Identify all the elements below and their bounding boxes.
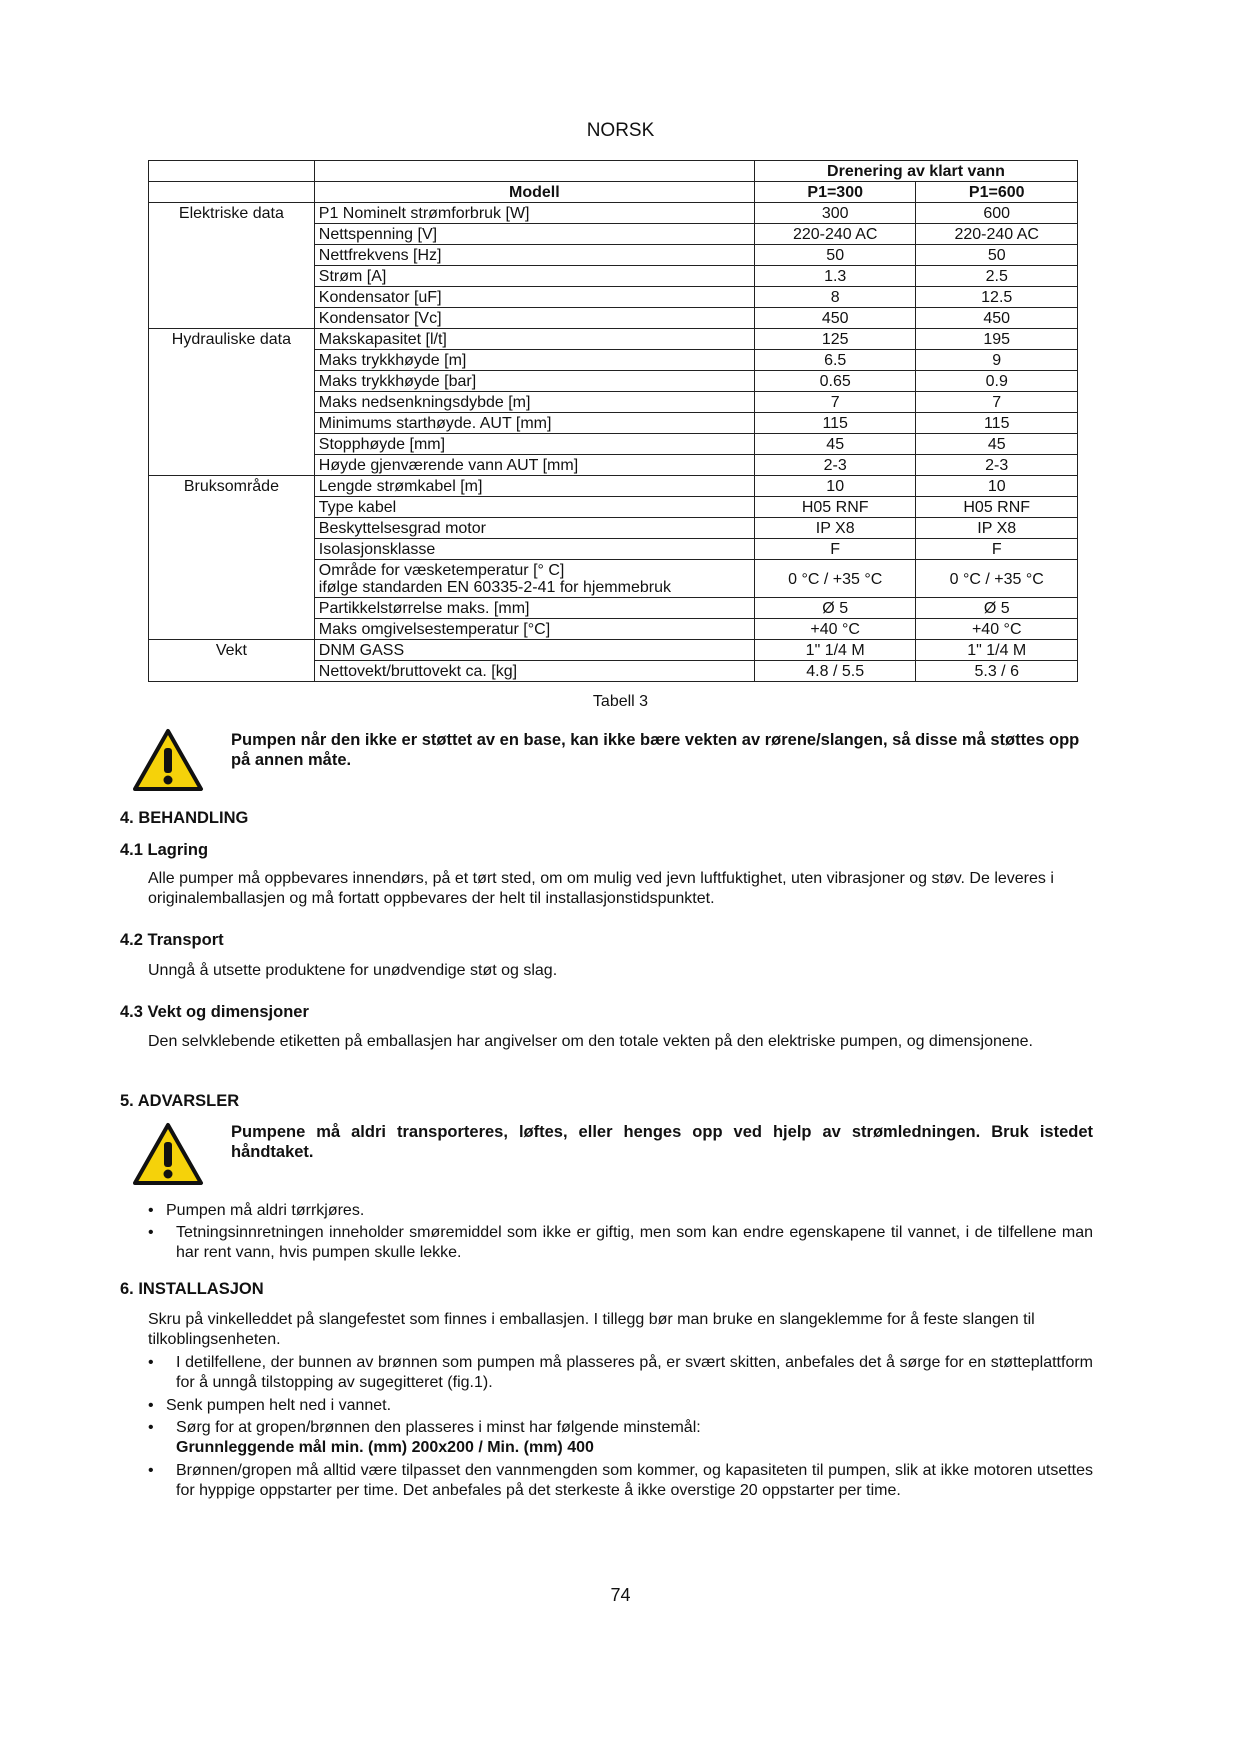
table-row xyxy=(149,287,1078,308)
row-value: 1.3 xyxy=(754,266,916,287)
row-label: Makskapasitet [l/t] xyxy=(314,329,754,350)
row-label: Område for væsketemperatur [° C] xyxy=(318,562,565,579)
group-header: Drenering av klart vann xyxy=(754,161,1077,182)
table-row xyxy=(149,182,1078,203)
row-value: H05 RNF xyxy=(754,497,916,518)
table-row xyxy=(149,455,1078,476)
table-row xyxy=(149,476,1078,497)
row-value: 7 xyxy=(916,392,1078,413)
col1-header: P1=300 xyxy=(754,182,916,203)
row-value: 12.5 xyxy=(916,287,1078,308)
row-value: 0 °C / +35 °C xyxy=(754,560,916,598)
table-row xyxy=(149,434,1078,455)
list-item: • I detilfellene, der bunnen av brønnen som pumpen må plasseres på, er svært skitten, anbefales det å sørge for en støtteplattform for å unngå tilstopping av sugegitteret (fig.1). xyxy=(148,1354,1093,1391)
row-value: 2-3 xyxy=(916,455,1078,476)
table-row xyxy=(149,661,1078,682)
table-row xyxy=(149,224,1078,245)
col2-header: P1=600 xyxy=(916,182,1078,203)
row-value: 1" 1/4 M xyxy=(754,640,916,661)
row-value: 220-240 AC xyxy=(754,224,916,245)
row-label: Kondensator [Vc] xyxy=(314,308,754,329)
row-value: 450 xyxy=(754,308,916,329)
row-label: Nettfrekvens [Hz] xyxy=(314,245,754,266)
row-value: 115 xyxy=(754,413,916,434)
bullet-icon: • xyxy=(148,1202,154,1219)
row-value: 2-3 xyxy=(754,455,916,476)
list-item: • Brønnen/gropen må alltid være tilpasset den vannmengden som kommer, og kapasiteten til pumpen, slik at ikke motoren utsettes for hyppige oppstarter per time. Det anbefales på det sterkeste å ikke overstige 20 oppstarter per time. xyxy=(148,1462,1093,1499)
row-value: H05 RNF xyxy=(916,497,1078,518)
row-label: Isolasjonsklasse xyxy=(314,539,754,560)
row-label: Lengde strømkabel [m] xyxy=(314,476,754,497)
row-value: 10 xyxy=(754,476,916,497)
row-value: 1" 1/4 M xyxy=(916,640,1078,661)
section-heading: 4. BEHANDLING xyxy=(120,809,249,827)
row-value: 5.3 / 6 xyxy=(916,661,1078,682)
row-label: Nettspenning [V] xyxy=(314,224,754,245)
table-row xyxy=(149,619,1078,640)
row-label-two-line xyxy=(314,560,754,598)
row-value: 45 xyxy=(916,434,1078,455)
table-row xyxy=(149,392,1078,413)
table-row xyxy=(149,598,1078,619)
row-label: Strøm [A] xyxy=(314,266,754,287)
row-value: 45 xyxy=(754,434,916,455)
row-value: IP X8 xyxy=(754,518,916,539)
row-label: Maks trykkhøyde [m] xyxy=(314,350,754,371)
row-label: Beskyttelsesgrad motor xyxy=(314,518,754,539)
row-value: F xyxy=(916,539,1078,560)
paragraph: Unngå å utsette produktene for unødvendige støt og slag. xyxy=(148,962,558,979)
row-value: Ø 5 xyxy=(916,598,1078,619)
bullet-icon: • xyxy=(148,1419,154,1436)
list-item: • Pumpen må aldri tørrkjøres. xyxy=(148,1202,365,1219)
table-row xyxy=(149,245,1078,266)
row-value: 7 xyxy=(754,392,916,413)
category-usage: Bruksområde xyxy=(149,476,315,497)
row-value: 0.9 xyxy=(916,371,1078,392)
paragraph: Alle pumper må oppbevares innendørs, på et tørt sted, om om mulig ved jevn luftfuktighet, uten vibrasjoner og støv. De leveres i originalemballasjen og må fortatt oppbevares der helt til installasjonstidspunktet. xyxy=(148,870,1054,907)
category-weight: Vekt xyxy=(149,640,315,661)
subsection-heading: 4.3 Vekt og dimensjoner xyxy=(120,1003,309,1021)
row-value: 450 xyxy=(916,308,1078,329)
bullet-icon: • xyxy=(148,1224,154,1241)
row-value: 115 xyxy=(916,413,1078,434)
table-caption: Tabell 3 xyxy=(592,693,649,710)
warning-triangle-icon xyxy=(132,1122,204,1186)
row-value: +40 °C xyxy=(916,619,1078,640)
row-value: +40 °C xyxy=(754,619,916,640)
table-row xyxy=(149,161,1078,182)
list-item: • Senk pumpen helt ned i vannet. xyxy=(148,1397,392,1414)
row-label: Maks trykkhøyde [bar] xyxy=(314,371,754,392)
row-label: Maks omgivelsestemperatur [°C] xyxy=(314,619,754,640)
spec-table xyxy=(148,160,1078,682)
row-label: Partikkelstørrelse maks. [mm] xyxy=(314,598,754,619)
row-label: DNM GASS xyxy=(314,640,754,661)
table-row xyxy=(149,308,1078,329)
row-value: F xyxy=(754,539,916,560)
row-value: 9 xyxy=(916,350,1078,371)
table-row xyxy=(149,350,1078,371)
paragraph: Skru på vinkelleddet på slangefestet som finnes i emballasjen. I tillegg bør man bruke en slangeklemme for å feste slangen til tilkoblingsenheten. xyxy=(148,1311,1035,1348)
row-value: 2.5 xyxy=(916,266,1078,287)
row-value: IP X8 xyxy=(916,518,1078,539)
table-row xyxy=(149,497,1078,518)
row-label: P1 Nominelt strømforbruk [W] xyxy=(314,203,754,224)
row-value: 6.5 xyxy=(754,350,916,371)
table-row xyxy=(149,329,1078,350)
language-heading: NORSK xyxy=(586,120,655,141)
warning-triangle-icon xyxy=(132,728,204,792)
table-row xyxy=(149,413,1078,434)
row-value: 195 xyxy=(916,329,1078,350)
category-hydraulic: Hydrauliske data xyxy=(149,329,315,350)
row-value: 125 xyxy=(754,329,916,350)
subsection-heading: 4.2 Transport xyxy=(120,931,224,949)
category-electrical: Elektriske data xyxy=(149,203,315,224)
bullet-icon: • xyxy=(148,1462,154,1479)
table-row xyxy=(149,266,1078,287)
row-value: 600 xyxy=(916,203,1078,224)
list-item: • Tetningsinnretningen inneholder smøremiddel som ikke er giftig, men som kan endre egenskapene til vannet, i de tilfellene man har rent vann, hvis pumpen skulle lekke. xyxy=(148,1224,1093,1261)
page-number: 74 xyxy=(610,1585,631,1605)
row-value: 10 xyxy=(916,476,1078,497)
paragraph: Den selvklebende etiketten på emballasjen har angivelser om den totale vekten på den elektriske pumpen, og dimensjonene. xyxy=(148,1033,1033,1050)
row-value: 0 °C / +35 °C xyxy=(916,560,1078,598)
row-value: 220-240 AC xyxy=(916,224,1078,245)
section-heading: 6. INSTALLASJON xyxy=(120,1280,264,1298)
row-label: Type kabel xyxy=(314,497,754,518)
row-label: Nettovekt/bruttovekt ca. [kg] xyxy=(314,661,754,682)
row-value: 50 xyxy=(754,245,916,266)
row-label: Kondensator [uF] xyxy=(314,287,754,308)
table-row xyxy=(149,640,1078,661)
table-row xyxy=(149,203,1078,224)
table-row xyxy=(149,371,1078,392)
row-label: Stopphøyde [mm] xyxy=(314,434,754,455)
table-row xyxy=(149,518,1078,539)
subsection-heading: 4.1 Lagring xyxy=(120,841,209,859)
warning-text: Pumpen når den ikke er støttet av en base, kan ikke bære vekten av rørene/slangen, så disse må støttes opp på annen måte. xyxy=(231,731,1080,769)
row-value: 0.65 xyxy=(754,371,916,392)
section-heading: 5. ADVARSLER xyxy=(120,1092,240,1110)
bullet-icon: • xyxy=(148,1354,154,1371)
table-row xyxy=(149,539,1078,560)
warning-text: Pumpene må aldri transporteres, løftes, eller henges opp ved hjelp av strømledningen. Bruk istedet håndtaket. xyxy=(231,1123,1093,1161)
bullet-icon: • xyxy=(148,1397,154,1414)
row-label: Høyde gjenværende vann AUT [mm] xyxy=(314,455,754,476)
row-value: 300 xyxy=(754,203,916,224)
row-value: 4.8 / 5.5 xyxy=(754,661,916,682)
row-label-sub: ifølge standarden EN 60335-2-41 for hjemmebruk xyxy=(318,579,671,596)
model-header: Modell xyxy=(314,182,754,203)
row-value: 8 xyxy=(754,287,916,308)
row-label: Maks nedsenkningsdybde [m] xyxy=(314,392,754,413)
row-value: 50 xyxy=(916,245,1078,266)
list-item: • Sørg for at gropen/brønnen den plasseres i minst har følgende minstemål: xyxy=(148,1419,701,1436)
min-dimensions: Grunnleggende mål min. (mm) 200x200 / Min. (mm) 400 xyxy=(176,1439,594,1456)
row-value: Ø 5 xyxy=(754,598,916,619)
table-row xyxy=(149,560,1078,598)
row-label: Minimums starthøyde. AUT [mm] xyxy=(314,413,754,434)
